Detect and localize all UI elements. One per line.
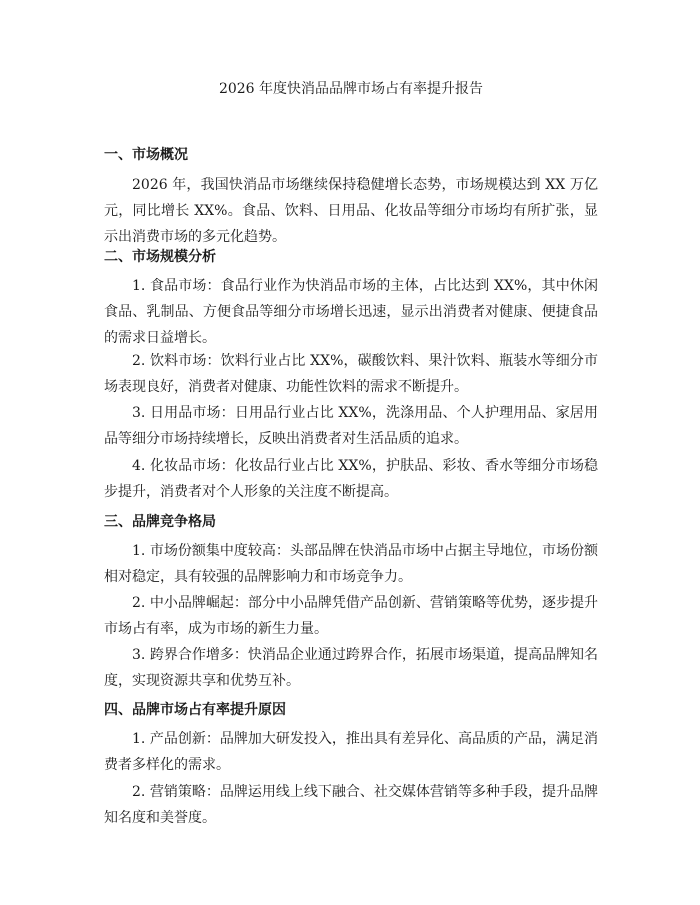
paragraph: 3. 跨界合作增多：快消品企业通过跨界合作，拓展市场渠道，提高品牌知名度，实现资源共享和优势互补。 [104,647,598,689]
document-title: 2026 年度快消品品牌市场占有率提升报告 [218,81,484,97]
section-heading-market-overview: 一、市场概况 [104,147,188,163]
paragraph: 4. 化妆品市场：化妆品行业占比 XX%，护肤品、彩妆、香水等细分市场稳步提升，消费者对个人形象的关注度不断提高。 [104,458,598,500]
paragraph: 2. 营销策略：品牌运用线上线下融合、社交媒体营销等多种手段，提升品牌知名度和美誉度。 [104,784,598,826]
paragraph: 2026 年，我国快消品市场继续保持稳健增长态势，市场规模达到 XX 万亿元，同比增长 XX%。食品、饮料、日用品、化妆品等细分市场均有所扩张，显示出消费市场的多元化趋势。 [104,177,598,245]
paragraph: 3. 日用品市场：日用品行业占比 XX%，洗涤用品、个人护理用品、家居用品等细分市场持续增长，反映出消费者对生活品质的追求。 [104,405,598,447]
paragraph: 2. 中小品牌崛起：部分中小品牌凭借产品创新、营销策略等优势，逐步提升市场占有率，成为市场的新生力量。 [104,595,598,637]
paragraph: 2. 饮料市场：饮料行业占比 XX%，碳酸饮料、果汁饮料、瓶装水等细分市场表现良好，消费者对健康、功能性饮料的需求不断提升。 [104,353,598,395]
paragraph: 1. 产品创新：品牌加大研发投入，推出具有差异化、高品质的产品，满足消费者多样化的需求。 [104,731,598,773]
paragraph: 1. 市场份额集中度较高：头部品牌在快消品市场中占据主导地位，市场份额相对稳定，具有较强的品牌影响力和市场竞争力。 [104,543,598,585]
section-heading-share-growth-reasons: 四、品牌市场占有率提升原因 [104,702,286,718]
paragraph: 1. 食品市场：食品行业作为快消品市场的主体，占比达到 XX%，其中休闲食品、乳制品、方便食品等细分市场增长迅速，显示出消费者对健康、便捷食品的需求日益增长。 [104,278,598,346]
section-heading-brand-competition: 三、品牌竞争格局 [104,514,216,530]
section-heading-market-size: 二、市场规模分析 [104,249,216,265]
